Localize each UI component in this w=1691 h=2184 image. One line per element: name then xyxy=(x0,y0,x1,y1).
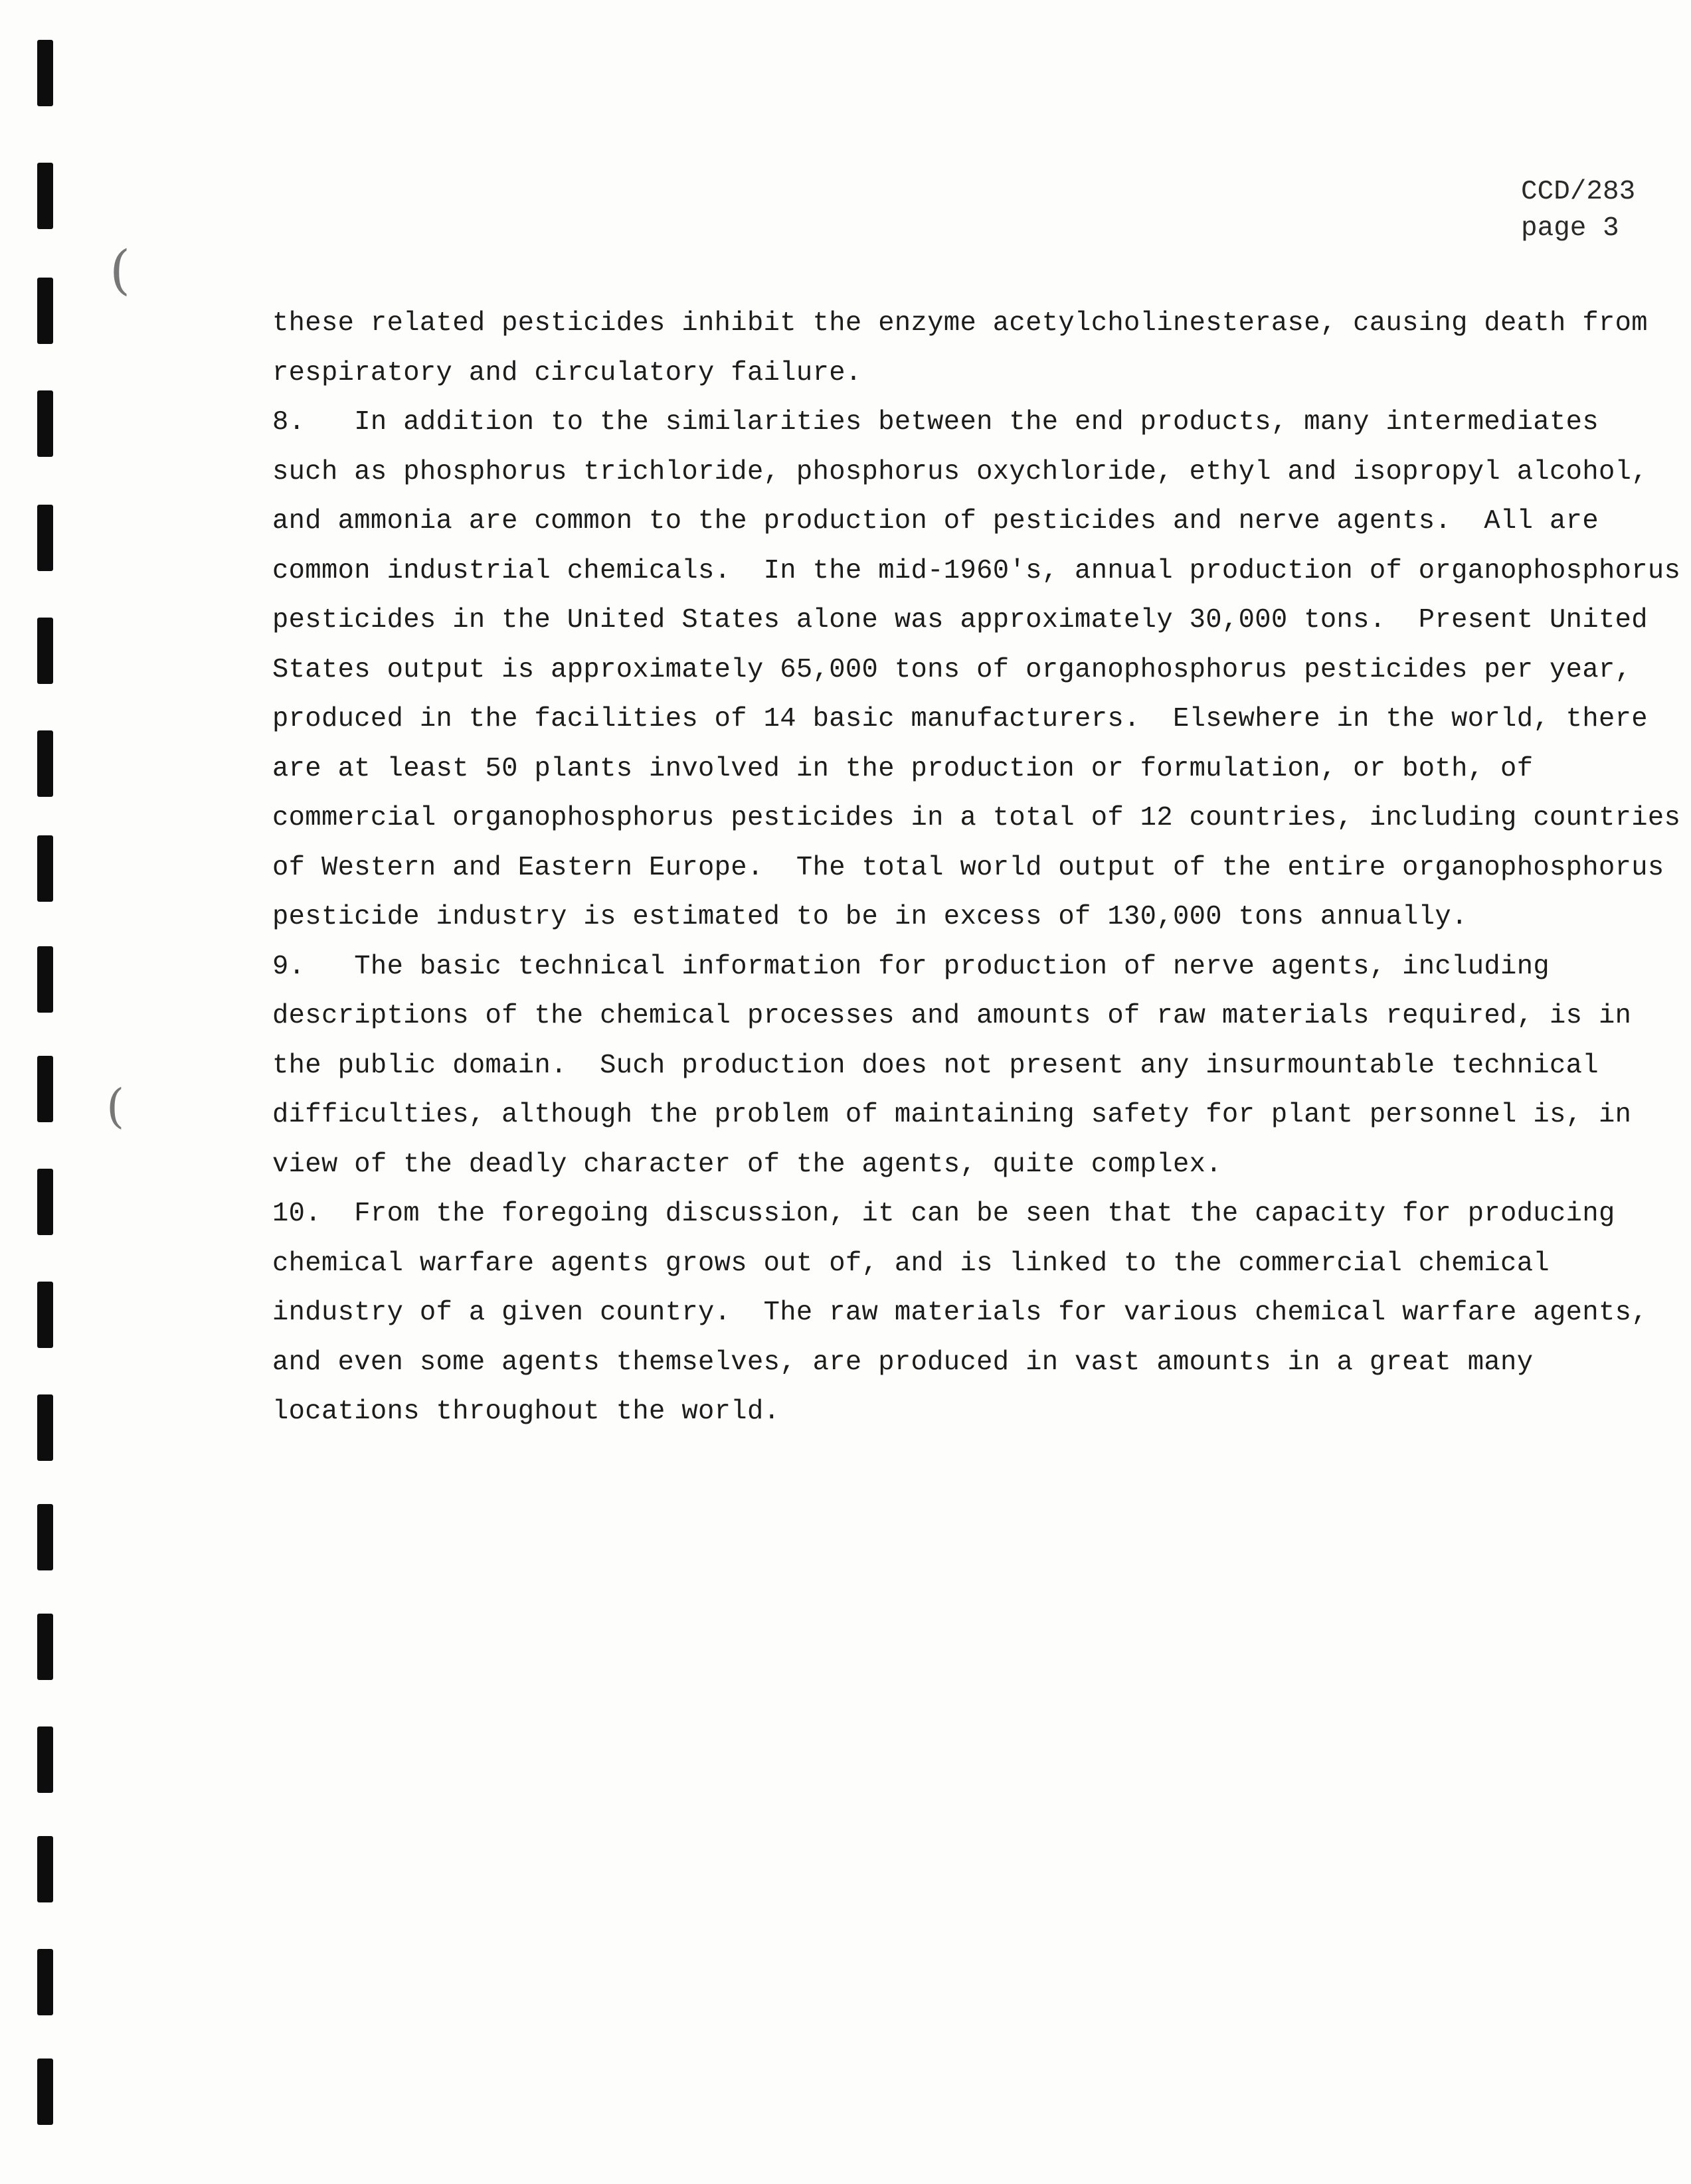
binding-hole xyxy=(37,1614,53,1680)
text-line: descriptions of the chemical processes and amounts of raw materials required, is in xyxy=(272,1001,1632,1031)
text-line: these related pesticides inhibit the enzyme acetylcholinesterase, causing death from xyxy=(272,308,1648,339)
text-line: respiratory and circulatory failure. xyxy=(272,357,862,388)
binding-hole xyxy=(37,390,53,457)
text-line: view of the deadly character of the agents, quite complex. xyxy=(272,1149,1222,1180)
text-line: industry of a given country. The raw materials for various chemical warfare agents, xyxy=(272,1298,1648,1328)
text-line: locations throughout the world. xyxy=(272,1396,780,1427)
page-header xyxy=(1521,174,1635,247)
text-line: commercial organophosphorus pesticides in a total of 12 countries, including countries xyxy=(272,803,1681,833)
binding-hole xyxy=(37,1282,53,1348)
page-number: page 3 xyxy=(1521,213,1619,244)
body-text xyxy=(272,299,1681,1437)
text-line: 9. The basic technical information for production of nerve agents, including xyxy=(272,951,1550,982)
text-line: and even some agents themselves, are produced in vast amounts in a great many xyxy=(272,1347,1534,1378)
text-line: common industrial chemicals. In the mid-1960's, annual production of organophosphorus xyxy=(272,555,1681,586)
text-line: of Western and Eastern Europe. The total world output of the entire organophosphorus xyxy=(272,852,1664,883)
text-line: pesticide industry is estimated to be in excess of 130,000 tons annually. xyxy=(272,902,1468,932)
binding-hole xyxy=(37,618,53,684)
binding-hole xyxy=(37,1056,53,1122)
binding-hole xyxy=(37,1726,53,1793)
binding-hole xyxy=(37,505,53,571)
binding-hole xyxy=(37,1169,53,1235)
text-line: such as phosphorus trichloride, phosphorus oxychloride, ethyl and isopropyl alcohol, xyxy=(272,456,1648,487)
text-line: 10. From the foregoing discussion, it can be seen that the capacity for producing xyxy=(272,1199,1615,1229)
binding-hole xyxy=(37,1836,53,1902)
text-line: pesticides in the United States alone was approximately 30,000 tons. Present United xyxy=(272,605,1648,635)
binding-hole xyxy=(37,40,53,106)
binding-hole xyxy=(37,730,53,797)
text-line: produced in the facilities of 14 basic manufacturers. Elsewhere in the world, there xyxy=(272,704,1648,734)
text-line: 8. In addition to the similarities between the end products, many intermediates xyxy=(272,407,1599,438)
text-line: States output is approximately 65,000 tons of organophosphorus pesticides per year, xyxy=(272,654,1632,685)
text-line: difficulties, although the problem of maintaining safety for plant personnel is, in xyxy=(272,1100,1632,1130)
binding-hole xyxy=(37,2058,53,2125)
margin-pencil-mark: ( xyxy=(110,239,131,301)
margin-pencil-mark: ( xyxy=(106,1079,125,1134)
text-line: and ammonia are common to the production of pesticides and nerve agents. All are xyxy=(272,506,1599,537)
binding-hole xyxy=(37,1504,53,1570)
text-line: the public domain. Such production does not present any insurmountable technical xyxy=(272,1050,1599,1081)
binding-hole xyxy=(37,163,53,229)
binding-hole xyxy=(37,835,53,902)
document-reference: CCD/283 xyxy=(1521,177,1636,207)
binding-hole xyxy=(37,278,53,344)
binding-hole xyxy=(37,1394,53,1461)
binding-hole xyxy=(37,946,53,1013)
text-line: are at least 50 plants involved in the production or formulation, or both, of xyxy=(272,753,1534,784)
binding-hole xyxy=(37,1949,53,2015)
text-line: chemical warfare agents grows out of, and is linked to the commercial chemical xyxy=(272,1248,1550,1279)
